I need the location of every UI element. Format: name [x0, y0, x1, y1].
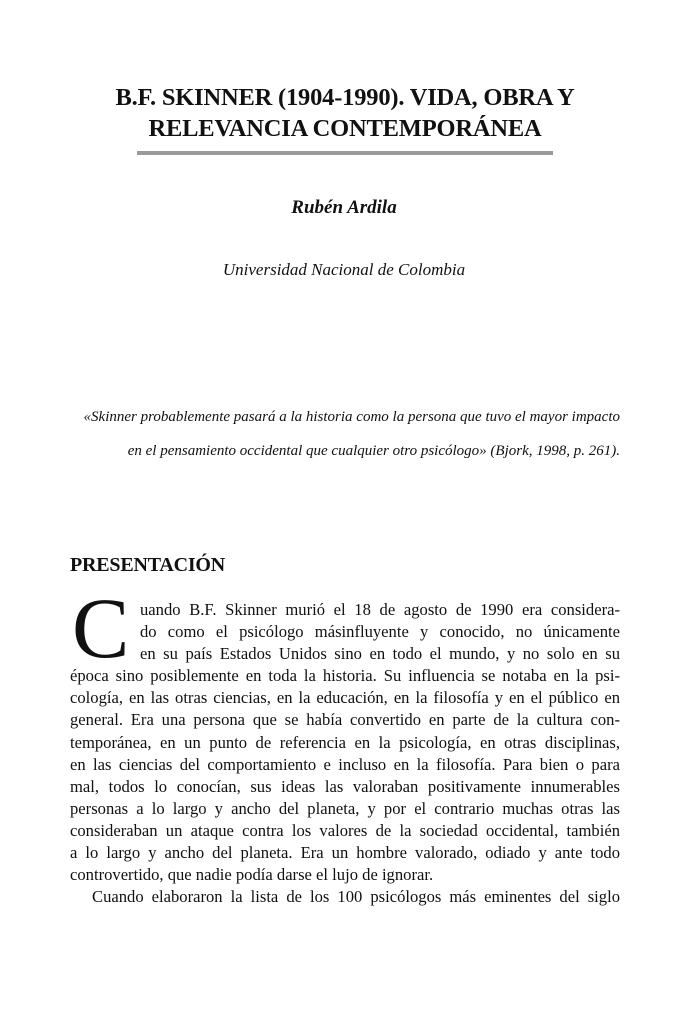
body-line: en su país Estados Unidos sino en todo el mundo, y no solo en su — [140, 644, 620, 664]
body-line: época sino posiblemente en toda la historia. Su influencia se notaba en la psi- — [70, 666, 620, 686]
body-line: consideraban un ataque contra los valores de la sociedad occidental, también — [70, 820, 620, 840]
epigraph-line-2: en el pensamiento occidental que cualquier otro psicólogo» (Bjork, 1998, p. 261). — [127, 443, 620, 459]
body-line: controvertido, que nadie podía darse el lujo de ignorar. — [70, 865, 434, 885]
body-line: a lo largo y ancho del planeta. Era un hombre valorado, odiado y ante todo — [70, 843, 620, 863]
body-line: personas a lo largo y ancho del planeta, y por el contrario muchas otras las — [70, 798, 620, 818]
article-title — [60, 82, 630, 144]
drop-cap-letter: C — [72, 580, 130, 676]
body-line: uando B.F. Skinner murió el 18 de agosto de 1990 era considera- — [140, 600, 620, 619]
body-line: temporánea, en un punto de referencia en la psicología, en otras disciplinas, — [70, 732, 620, 752]
body-line: en las ciencias del comportamiento e incluso en la filosofía. Para bien o para — [70, 754, 620, 774]
epigraph-quote — [70, 400, 620, 468]
section-heading: PRESENTACIÓN — [70, 554, 226, 576]
body-line: do como el psicólogo másinfluyente y conocido, no únicamente — [140, 622, 620, 642]
body-line: cología, en las otras ciencias, en la educación, en la filosofía y en el público en — [70, 688, 620, 708]
body-line: general. Era una persona que se había convertido en parte de la cultura con- — [70, 710, 620, 730]
epigraph-line-1: «Skinner probablemente pasará a la historia como la persona que tuvo el mayor impacto — [83, 409, 620, 425]
author-name: Rubén Ardila — [291, 197, 397, 218]
body-paragraphs — [70, 599, 620, 908]
body-line: Cuando elaboraron la lista de los 100 psicólogos más eminentes del siglo — [92, 887, 620, 907]
body-line: mal, todos lo conocían, sus ideas las valoraban positivamente innumerables — [70, 776, 620, 796]
author-affiliation: Universidad Nacional de Colombia — [222, 260, 466, 279]
title-line-2: RELEVANCIA CONTEMPORÁNEA — [148, 115, 542, 142]
title-line-1: B.F. SKINNER (1904-1990). VIDA, OBRA Y — [115, 84, 575, 111]
title-underline-divider — [137, 151, 553, 155]
